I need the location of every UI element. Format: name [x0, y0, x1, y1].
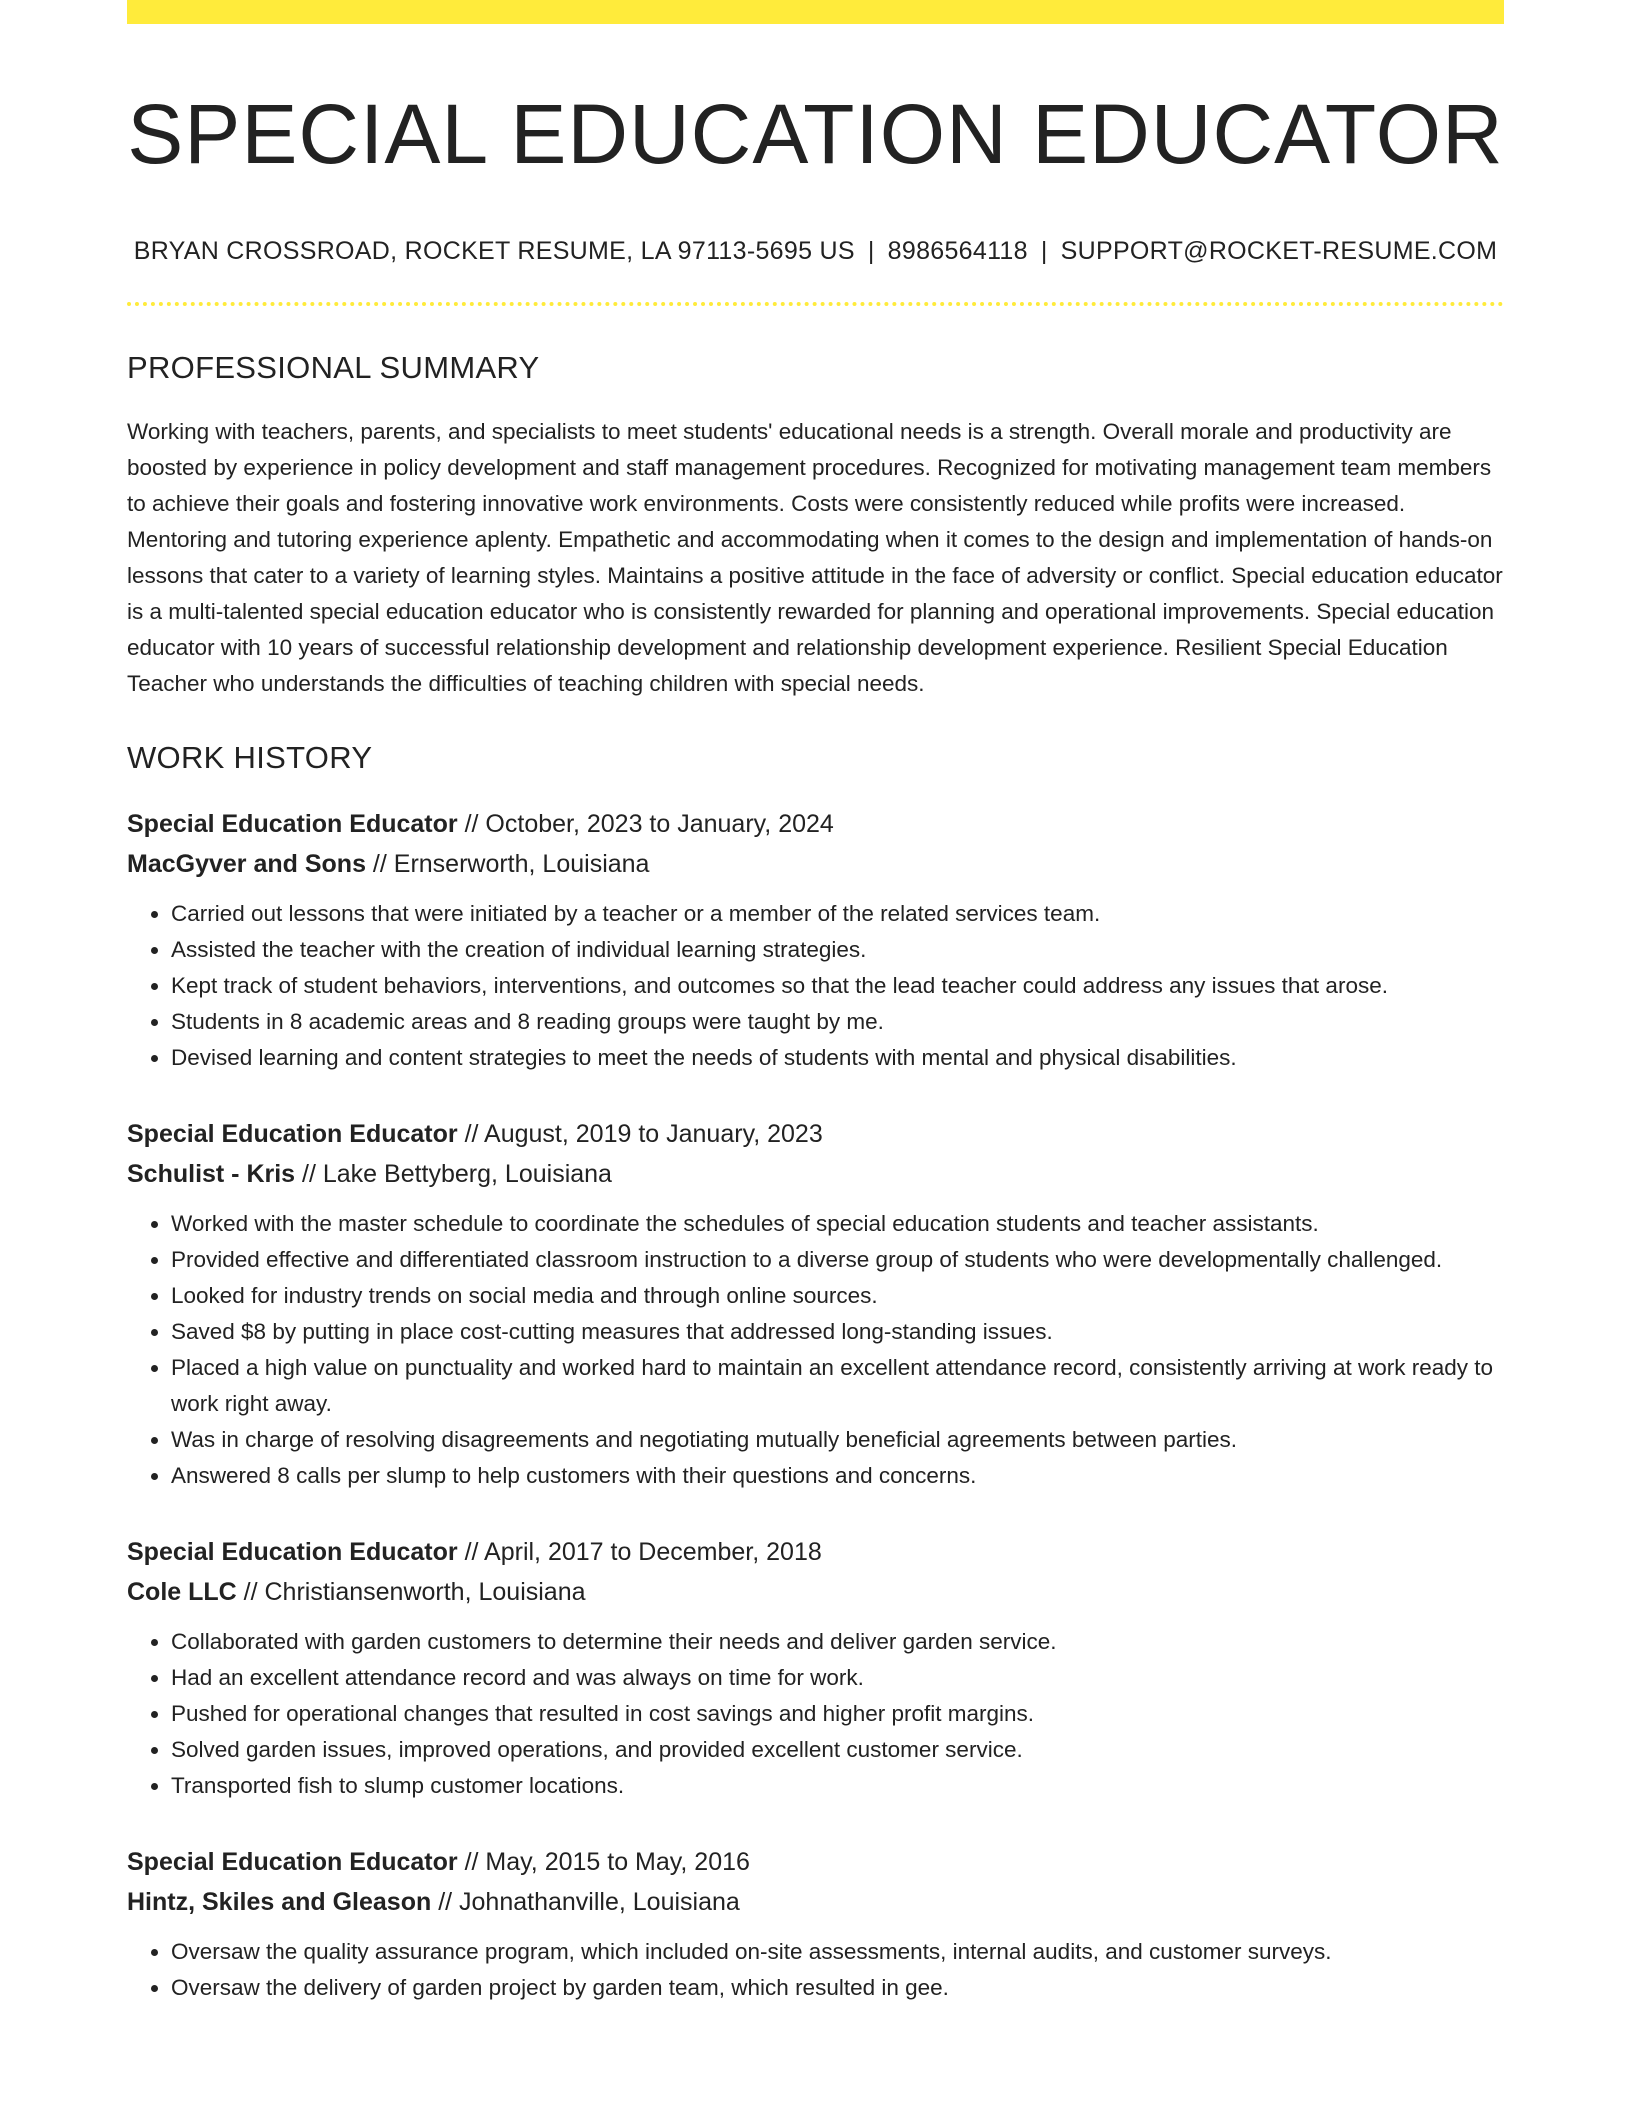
company-name: Cole LLC — [127, 1577, 237, 1606]
job-title-line — [127, 804, 1504, 844]
job-entry — [127, 804, 1504, 1076]
job-company-line — [127, 1154, 1504, 1194]
accent-bar — [127, 0, 1504, 24]
phone: 8986564118 — [887, 236, 1028, 265]
job-location: // Ernserworth, Louisiana — [365, 849, 650, 878]
job-bullet: • Oversaw the delivery of garden project by garden team, which resulted in gee. — [171, 1970, 1504, 2006]
summary-heading: PROFESSIONAL SUMMARY — [127, 349, 540, 385]
job-title-line — [127, 1114, 1504, 1154]
job-bullet: • Answered 8 calls per slump to help customers with their questions and concerns. — [171, 1458, 1504, 1494]
job-title: Special Education Educator — [127, 1847, 458, 1876]
job-location: // Lake Bettyberg, Louisiana — [295, 1159, 612, 1188]
work-history-heading: WORK HISTORY — [127, 739, 373, 775]
work-history-list — [127, 804, 1504, 2006]
job-entry — [127, 1842, 1504, 2006]
job-dates: // May, 2015 to May, 2016 — [457, 1847, 750, 1876]
job-bullet-list — [127, 1624, 1504, 1804]
job-bullet: • Provided effective and differentiated classroom instruction to a diverse group of students who were developmentally challenged. — [171, 1242, 1504, 1278]
resume-page — [127, 0, 1504, 2006]
job-company-line — [127, 1572, 1504, 1612]
job-bullet-list — [127, 896, 1504, 1076]
separator: | — [1040, 236, 1048, 265]
job-entry — [127, 1532, 1504, 1804]
job-bullet: • Kept track of student behaviors, interventions, and outcomes so that the lead teacher could address any issues that arose. — [171, 968, 1504, 1004]
company-name: Schulist - Kris — [127, 1159, 296, 1188]
email: SUPPORT@ROCKET-RESUME.COM — [1060, 236, 1498, 265]
job-bullet: • Had an excellent attendance record and was always on time for work. — [171, 1660, 1504, 1696]
job-bullet: • Students in 8 academic areas and 8 reading groups were taught by me. — [171, 1004, 1504, 1040]
company-name: MacGyver and Sons — [127, 849, 366, 878]
job-location: // Johnathanville, Louisiana — [431, 1887, 740, 1916]
job-bullet-list — [127, 1206, 1504, 1494]
job-bullet: • Looked for industry trends on social media and through online sources. — [171, 1278, 1504, 1314]
job-dates: // August, 2019 to January, 2023 — [457, 1119, 823, 1148]
separator: | — [867, 236, 875, 265]
job-bullet: • Pushed for operational changes that resulted in cost savings and higher profit margins. — [171, 1696, 1504, 1732]
resume-title: SPECIAL EDUCATION EDUCATOR — [127, 87, 1504, 181]
job-bullet-list — [127, 1934, 1504, 2006]
job-bullet: • Transported fish to slump customer locations. — [171, 1768, 1504, 1804]
job-entry — [127, 1114, 1504, 1494]
job-bullet: • Solved garden issues, improved operations, and provided excellent customer service. — [171, 1732, 1504, 1768]
job-bullet: • Saved $8 by putting in place cost-cutting measures that addressed long-standing issues. — [171, 1314, 1504, 1350]
summary-text: Working with teachers, parents, and specialists to meet students' educational needs is a strength. Overall morale and productivity are boosted by experience in policy development and staff management procedures. Recognized for motivating management team members to achieve their goals and fostering innovative work environments. Costs were consistently reduced while profits were increased. Mentoring and tutoring experience aplenty. Empathetic and accommodating when it comes to the design and implementation of hands-on lessons that cater to a variety of learning styles. Maintains a positive attitude in the face of adversity or conflict. Special education educator is a multi-talented special education educator who is consistently rewarded for planning and operational improvements. Special education educator with 10 years of successful relationship development and relationship development experience. Resilient Special Education Teacher who understands the difficulties of teaching children with special needs. — [127, 418, 1503, 696]
job-title: Special Education Educator — [127, 1537, 458, 1566]
job-bullet: • Was in charge of resolving disagreements and negotiating mutually beneficial agreements between parties. — [171, 1422, 1504, 1458]
job-bullet: • Worked with the master schedule to coordinate the schedules of special education students and teacher assistants. — [171, 1206, 1504, 1242]
job-dates: // October, 2023 to January, 2024 — [457, 809, 834, 838]
job-title-line — [127, 1842, 1504, 1882]
job-title: Special Education Educator — [127, 1119, 458, 1148]
job-bullet: • Placed a high value on punctuality and worked hard to maintain an excellent attendance record, consistently arriving at work ready to work right away. — [171, 1350, 1504, 1422]
job-dates: // April, 2017 to December, 2018 — [457, 1537, 822, 1566]
company-name: Hintz, Skiles and Gleason — [127, 1887, 432, 1916]
job-title: Special Education Educator — [127, 809, 458, 838]
job-bullet: • Assisted the teacher with the creation of individual learning strategies. — [171, 932, 1504, 968]
job-bullet: • Collaborated with garden customers to determine their needs and deliver garden service. — [171, 1624, 1504, 1660]
job-location: // Christiansenworth, Louisiana — [236, 1577, 586, 1606]
dotted-divider — [127, 302, 1504, 306]
job-bullet: • Oversaw the quality assurance program, which included on-site assessments, internal audits, and customer surveys. — [171, 1934, 1504, 1970]
job-company-line — [127, 844, 1504, 884]
job-bullet: • Devised learning and content strategies to meet the needs of students with mental and physical disabilities. — [171, 1040, 1504, 1076]
job-company-line — [127, 1882, 1504, 1922]
job-bullet: • Carried out lessons that were initiated by a teacher or a member of the related services team. — [171, 896, 1504, 932]
contact-line — [127, 237, 1504, 266]
job-title-line — [127, 1532, 1504, 1572]
address: BRYAN CROSSROAD, ROCKET RESUME, LA 97113-5695 US — [133, 236, 855, 265]
